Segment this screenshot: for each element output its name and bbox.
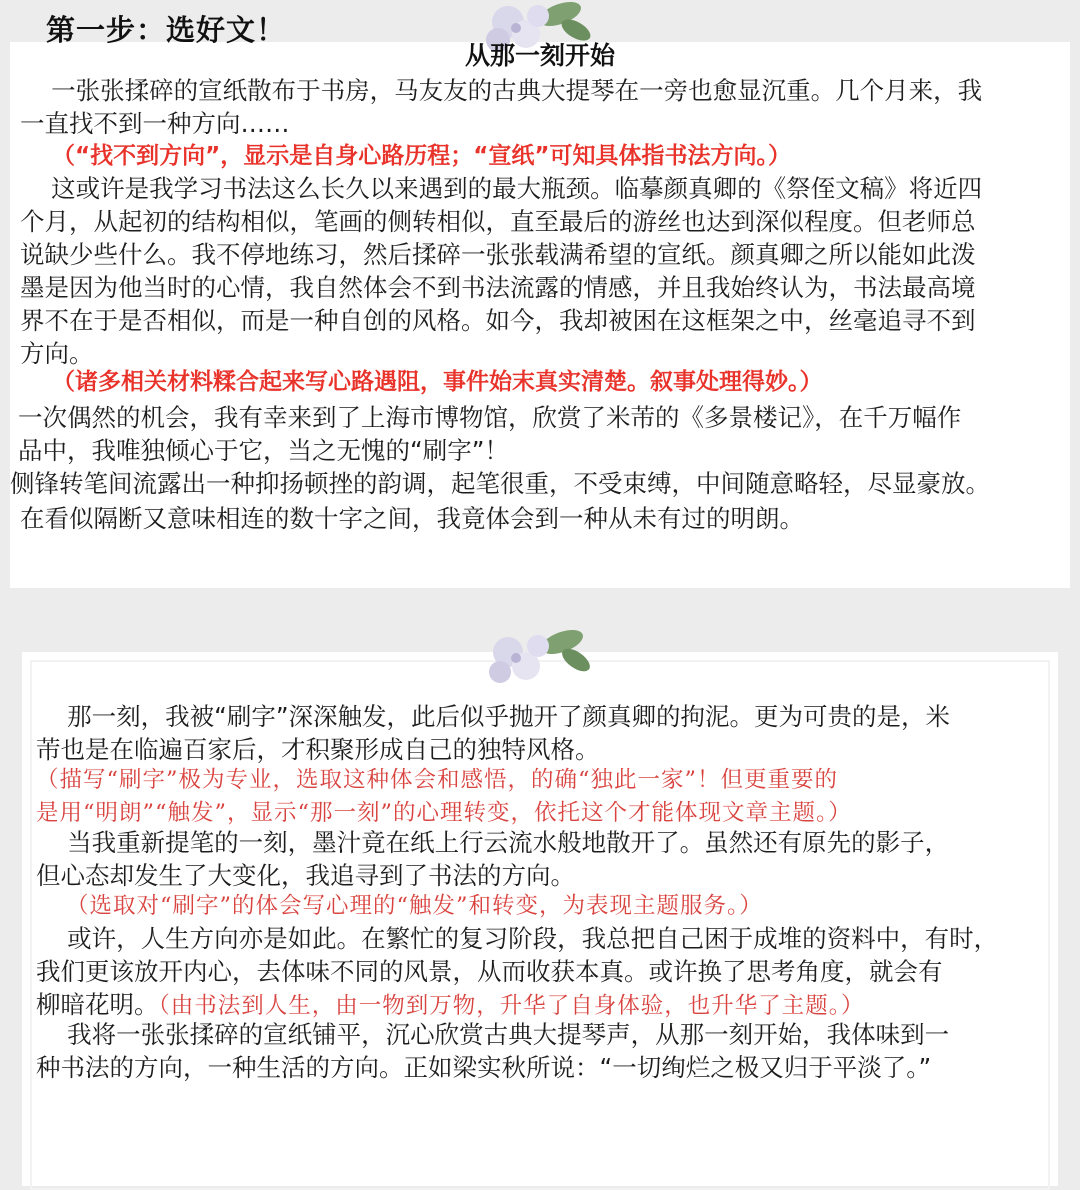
paragraph-4: 侧锋转笔间流露出一种抑扬顿挫的韵调，起笔很重，不受束缚，中间随意略轻，尽显豪放。 bbox=[10, 469, 990, 498]
comment-3: （描写“刷字”极为专业，选取这种体会和感悟，的确“独此一家”！但更重要的 是用“明朗”“触发”，显示“那一刻”的心理转变，依托这个才能体现文章主题。） bbox=[36, 767, 852, 826]
paragraph-8 bbox=[36, 922, 1046, 1023]
flower-decoration-icon bbox=[470, 628, 600, 688]
paragraph-3: 一次偶然的机会，我有幸来到了上海市博物馆，欣赏了米芾的《多景楼记》，在千万幅作 品中，我唯独倾心于它，当之无愧的“刷字”！ bbox=[18, 403, 962, 465]
comment-4: （选取对“刷字”的体会写心理的“触发”和转变，为表现主题服务。） bbox=[66, 893, 763, 919]
paragraph-6: 那一刻，我被“刷字”深深触发，此后似乎抛开了颜真卿的拘泥。更为可贵的是，米 芾也是在临遍百家后，才积聚形成自己的独特风格。 bbox=[36, 702, 951, 764]
step-title: 第一步：选好文！ bbox=[46, 13, 287, 47]
comment-5: （由书法到人生，由一物到万物，升华了自身体验，也升华了主题。） bbox=[158, 993, 865, 1019]
paragraph-8-text: 或许，人生方向亦是如此。在繁忙的复习阶段，我总把自己困于成堆的资料中，有时， 我们更该放开内心，去体味不同的风景，从而收获本真。或许换了思考角度，就会有 柳暗花明。 bbox=[36, 924, 999, 1019]
comment-1: （“找不到方向”，显示是自身心路历程；“宣纸”可知具体指书法方向。） bbox=[52, 143, 791, 169]
essay-title: 从那一刻开始 bbox=[464, 41, 615, 70]
paragraph-1: 一张张揉碎的宣纸散布于书房，马友友的古典大提琴在一旁也愈显沉重。几个月来，我 一直找不到一种方向…… bbox=[20, 76, 983, 138]
paragraph-9: 我将一张张揉碎的宣纸铺平，沉心欣赏古典大提琴声，从那一刻开始，我体味到一 种书法的方向，一种生活的方向。正如梁实秋所说：“一切绚烂之极又归于平淡了。” bbox=[36, 1020, 950, 1082]
paragraph-2: 这或许是我学习书法这么长久以来遇到的最大瓶颈。临摹颜真卿的《祭侄文稿》将近四 个月，从起初的结构相似，笔画的侧转相似，直至最后的游丝也达到深似程度。但老师总 说缺少些什么。我不停地练习，然后揉碎一张张载满希望的宣纸。颜真卿之所以能如此泼 墨是因为他当时的心情，我自然体会不到书法流露的情感，并且我始终认为，书法最高境 界不在于是否相似，而是一种自创的风格。如今，我却被困在这框架之中，丝毫追寻不到 方向。 bbox=[20, 174, 983, 368]
paragraph-5: 在看似隔断又意味相连的数十字之间，我竟体会到一种从未有过的明朗。 bbox=[20, 504, 804, 533]
comment-2: （诸多相关材料糅合起来写心路遇阻，事件始末真实清楚。叙事处理得妙。） bbox=[52, 369, 823, 395]
paragraph-7: 当我重新提笔的一刻，墨汁竟在纸上行云流水般地散开了。虽然还有原先的影子， 但心态却发生了大变化，我追寻到了书法的方向。 bbox=[36, 828, 950, 890]
